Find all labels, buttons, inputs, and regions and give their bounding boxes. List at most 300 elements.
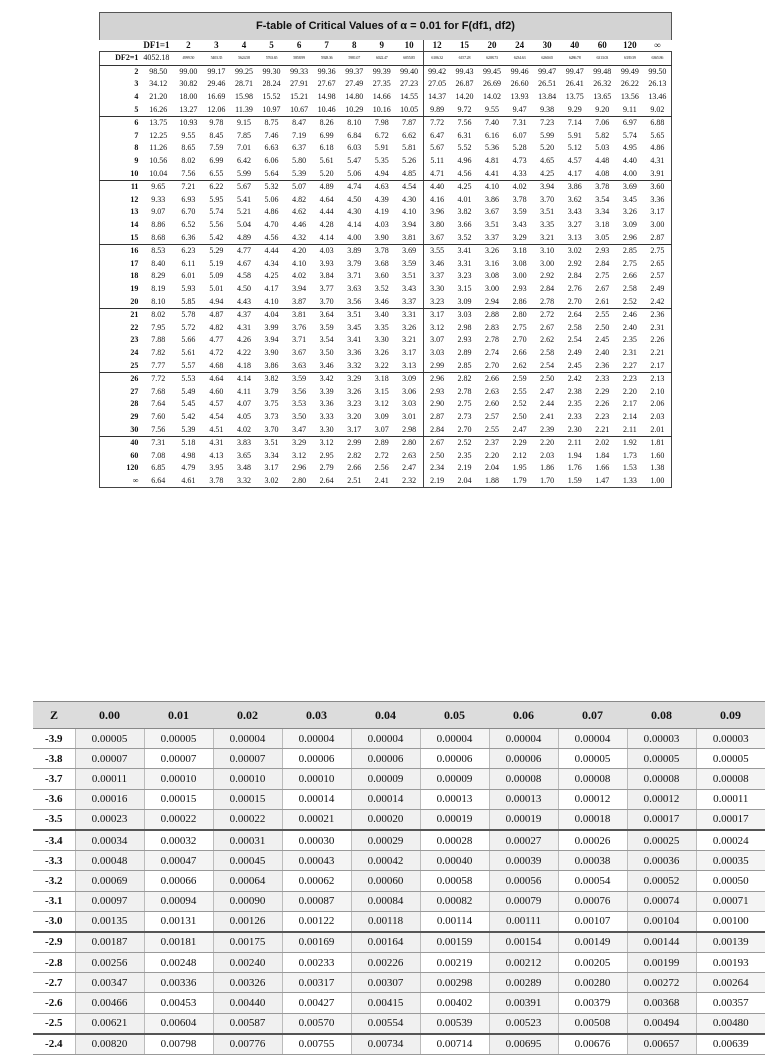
f-value-cell: 3.43	[567, 207, 582, 217]
f-value-cell: 5981.07	[340, 52, 368, 66]
z-probability-cell: 0.00011	[75, 769, 144, 789]
z-probability-cell: 0.00205	[558, 953, 627, 973]
z-probability-cell: 0.00038	[558, 851, 627, 871]
f-value-cell: 3.09	[374, 411, 389, 421]
f-value-cell: 4.02	[292, 271, 307, 281]
f-value-cell: 26.32	[593, 79, 612, 89]
f-value-cell: 14.98	[317, 92, 336, 102]
z-probability-cell: 0.00008	[558, 769, 627, 789]
f-value-cell: 2.52	[616, 295, 644, 308]
z-table-row	[33, 953, 765, 973]
z-probability-cell: 0.00326	[213, 973, 282, 993]
z-probability-cell: 0.00508	[558, 1013, 627, 1034]
z-probability-cell: 0.00008	[627, 769, 696, 789]
z-probability-cell: 0.00010	[213, 769, 282, 789]
f-value-cell: 3.17	[264, 463, 279, 473]
z-probability-cell: 0.00045	[213, 851, 282, 871]
z-probability-cell: 0.00016	[75, 789, 144, 809]
df2-row-label: 11	[100, 180, 143, 193]
df2-row-label: 17	[100, 258, 143, 271]
df1-column-header: 120	[616, 40, 644, 52]
z-probability-cell: 0.00017	[627, 809, 696, 830]
f-value-cell: 3.41	[347, 335, 362, 345]
f-value-cell: 5.65	[644, 130, 672, 143]
f-value-cell: 8.65	[181, 143, 196, 153]
f-value-cell: 4.63	[374, 182, 389, 192]
f-value-cell: 9.38	[533, 103, 561, 116]
f-value-cell: 8.45	[209, 130, 224, 140]
f-value-cell: 10.56	[149, 156, 168, 166]
z-probability-cell: 0.00056	[489, 871, 558, 891]
f-value-cell: 4.11	[237, 386, 251, 396]
z-probability-cell: 0.00135	[75, 911, 144, 932]
f-value-cell: 1.92	[622, 438, 637, 448]
f-value-cell: 3.60	[374, 271, 389, 281]
f-value-cell: 3.26	[402, 322, 417, 332]
f-value-cell: 99.48	[593, 66, 612, 76]
f-value-cell: 2.54	[533, 359, 561, 372]
z-row-label: -3.6	[33, 789, 75, 809]
z-decimal-header: 0.06	[489, 702, 558, 729]
f-value-cell: 2.30	[561, 423, 589, 436]
f-value-cell: 7.56	[142, 423, 174, 436]
f-value-cell: 4.56	[258, 231, 286, 244]
f-value-cell: 6.23	[181, 246, 196, 256]
z-probability-cell: 0.00084	[351, 891, 420, 911]
f-value-cell: 3.64	[319, 310, 334, 320]
z-row-label: -2.4	[33, 1034, 75, 1055]
f-value-cell: 8.86	[151, 220, 166, 230]
z-row-label: -2.5	[33, 1013, 75, 1034]
df2-row-label: 60	[100, 449, 143, 462]
f-value-cell: 5.91	[567, 130, 582, 140]
f-table-row	[100, 231, 672, 244]
z-probability-cell: 0.00079	[489, 891, 558, 911]
f-value-cell: 5.41	[236, 194, 251, 204]
f-value-cell: 5.18	[181, 438, 196, 448]
f-value-cell: 3.26	[622, 207, 637, 217]
f-value-cell: 5.19	[209, 258, 224, 268]
z-row-label: -2.9	[33, 932, 75, 953]
f-value-cell: 3.02	[258, 475, 286, 488]
df2-row-label: 30	[100, 423, 143, 436]
f-value-cell: 4.20	[292, 246, 307, 256]
f-value-cell: 3.34	[595, 207, 610, 217]
z-probability-cell: 0.00695	[489, 1034, 558, 1055]
z-probability-cell: 0.00094	[144, 891, 213, 911]
f-value-cell: 3.30	[313, 423, 341, 436]
f-value-cell: 5.49	[181, 386, 196, 396]
f-value-cell: 4.43	[230, 295, 258, 308]
f-value-cell: 3.21	[402, 335, 417, 345]
f-value-cell: 4.10	[292, 258, 307, 268]
z-probability-cell: 0.00264	[696, 973, 765, 993]
f-value-cell: 26.13	[644, 78, 672, 91]
f-value-cell: 2.87	[423, 411, 451, 424]
f-value-cell: 2.93	[512, 283, 527, 293]
z-table-row	[33, 851, 765, 871]
f-value-cell: 5.56	[209, 220, 224, 230]
z-probability-cell: 0.00523	[489, 1013, 558, 1034]
f-value-cell: 3.71	[292, 335, 307, 345]
f-value-cell: 99.47	[565, 66, 584, 76]
z-table-row	[33, 891, 765, 911]
f-value-cell: 1.88	[478, 475, 506, 488]
z-table-row	[33, 830, 765, 851]
f-value-cell: 6022.47	[368, 52, 396, 66]
f-value-cell: 3.48	[236, 463, 251, 473]
f-value-cell: 3.12	[292, 450, 307, 460]
z-probability-cell: 0.00023	[75, 809, 144, 830]
z-probability-cell: 0.00219	[420, 953, 489, 973]
f-value-cell: 4052.18	[142, 52, 174, 66]
f-table-row	[100, 91, 672, 104]
f-value-cell: 12.25	[149, 130, 168, 140]
f-value-cell: 2.29	[595, 386, 610, 396]
z-decimal-header: 0.07	[558, 702, 627, 729]
z-probability-cell: 0.00029	[351, 830, 420, 851]
z-probability-cell: 0.00018	[558, 809, 627, 830]
f-value-cell: 8.10	[142, 295, 174, 308]
z-probability-cell: 0.00069	[75, 871, 144, 891]
f-value-cell: 7.72	[423, 116, 451, 129]
f-value-cell: 9.72	[451, 103, 479, 116]
f-value-cell: 3.42	[319, 374, 334, 384]
f-value-cell: 3.79	[264, 386, 279, 396]
f-value-cell: 3.47	[285, 423, 313, 436]
f-value-cell: 2.96	[616, 231, 644, 244]
z-probability-cell: 0.00440	[213, 993, 282, 1013]
z-probability-cell: 0.00043	[282, 851, 351, 871]
df2-row-label: 12	[100, 194, 143, 207]
f-value-cell: 2.87	[644, 231, 672, 244]
f-value-cell: 3.45	[622, 194, 637, 204]
f-value-cell: 4.19	[374, 207, 389, 217]
f-value-cell: 99.49	[620, 66, 639, 76]
z-probability-cell: 0.00004	[489, 729, 558, 749]
f-value-cell: 15.21	[290, 92, 309, 102]
f-value-cell: 2.72	[540, 310, 555, 320]
f-value-cell: 3.63	[347, 283, 362, 293]
z-probability-cell: 0.00008	[489, 769, 558, 789]
f-value-cell: 7.01	[236, 143, 251, 153]
f-value-cell: 3.71	[347, 271, 362, 281]
f-value-cell: 2.03	[644, 411, 672, 424]
f-value-cell: 4.44	[264, 246, 279, 256]
f-value-cell: 8.02	[181, 156, 196, 166]
f-value-cell: 2.96	[423, 372, 451, 385]
z-probability-cell: 0.00015	[213, 789, 282, 809]
f-value-cell: 2.14	[622, 411, 637, 421]
z-row-label: -2.7	[33, 973, 75, 993]
f-value-cell: 3.09	[402, 374, 417, 384]
f-value-cell: 2.50	[512, 411, 527, 421]
f-value-cell: 2.36	[589, 359, 617, 372]
f-value-cell: 26.51	[538, 79, 557, 89]
f-table-section	[99, 12, 672, 488]
f-value-cell: 3.46	[313, 359, 341, 372]
z-table-row	[33, 993, 765, 1013]
z-probability-cell: 0.00587	[213, 1013, 282, 1034]
z-probability-cell: 0.00347	[75, 973, 144, 993]
z-probability-cell: 0.00060	[351, 871, 420, 891]
f-value-cell: 8.26	[319, 118, 334, 128]
z-probability-cell: 0.00022	[144, 809, 213, 830]
f-value-cell: 2.72	[374, 450, 389, 460]
f-value-cell: 4.57	[209, 399, 224, 409]
f-table-row	[100, 334, 672, 347]
f-value-cell: 10.67	[285, 103, 313, 116]
z-table-row	[33, 973, 765, 993]
f-value-cell: 1.86	[540, 463, 555, 473]
f-value-cell: 2.99	[347, 438, 362, 448]
f-value-cell: 4.34	[264, 258, 279, 268]
df1-column-header: 40	[561, 40, 589, 52]
f-value-cell: 3.15	[457, 283, 472, 293]
f-value-cell: 3.67	[292, 347, 307, 357]
f-value-cell: 13.93	[510, 92, 529, 102]
f-value-cell: 2.64	[313, 475, 341, 488]
f-value-cell: 3.93	[319, 258, 334, 268]
z-probability-cell: 0.00427	[282, 993, 351, 1013]
f-value-cell: 9.29	[561, 103, 589, 116]
f-value-cell: 3.54	[319, 335, 334, 345]
z-probability-cell: 0.00100	[696, 911, 765, 932]
f-value-cell: 4.37	[236, 310, 251, 320]
f-value-cell: 6365.86	[644, 52, 672, 66]
f-value-cell: 1.73	[622, 450, 637, 460]
z-probability-cell: 0.00012	[558, 789, 627, 809]
z-probability-cell: 0.00087	[282, 891, 351, 911]
f-value-cell: 2.66	[512, 347, 527, 357]
f-value-cell: 4.71	[423, 167, 451, 180]
f-value-cell: 4.41	[478, 167, 506, 180]
f-value-cell: 3.70	[540, 194, 555, 204]
f-value-cell: 2.78	[533, 295, 561, 308]
z-probability-cell: 0.00010	[282, 769, 351, 789]
f-value-cell: 3.07	[368, 423, 396, 436]
f-value-cell: 7.56	[457, 118, 472, 128]
f-value-cell: 4.68	[203, 359, 231, 372]
f-table-row	[100, 359, 672, 372]
f-value-cell: 4.65	[540, 156, 555, 166]
f-value-cell: 3.46	[368, 295, 396, 308]
z-table-row	[33, 1034, 765, 1055]
f-value-cell: 5.11	[423, 155, 451, 168]
f-value-cell: 27.35	[372, 79, 391, 89]
z-table-row	[33, 809, 765, 830]
f-table-row	[100, 308, 672, 321]
f-value-cell: 9.55	[181, 130, 196, 140]
f-value-cell: 3.94	[540, 182, 555, 192]
f-value-cell: 6260.65	[533, 52, 561, 66]
f-value-cell: 5.52	[457, 143, 472, 153]
f-value-cell: 2.49	[567, 347, 582, 357]
z-probability-cell: 0.00036	[627, 851, 696, 871]
f-value-cell: 4.07	[236, 399, 251, 409]
f-value-cell: 2.63	[485, 386, 500, 396]
f-value-cell: 1.60	[644, 449, 672, 462]
z-probability-cell: 0.00005	[75, 729, 144, 749]
f-value-cell: 3.27	[567, 220, 582, 230]
f-value-cell: 4.30	[347, 207, 362, 217]
z-decimal-header: 0.01	[144, 702, 213, 729]
f-value-cell: 3.65	[236, 450, 251, 460]
z-probability-cell: 0.00028	[420, 830, 489, 851]
z-probability-cell: 0.00181	[144, 932, 213, 953]
f-value-cell: 4.64	[209, 374, 224, 384]
f-value-cell: 5928.36	[313, 52, 341, 66]
f-value-cell: 2.19	[457, 463, 472, 473]
f-value-cell: 6.42	[236, 156, 251, 166]
f-value-cell: 3.45	[347, 322, 362, 332]
f-value-cell: 4.14	[236, 374, 251, 384]
f-value-cell: 2.20	[485, 450, 500, 460]
z-probability-cell: 0.00280	[558, 973, 627, 993]
df1-column-header: 7	[313, 40, 341, 52]
f-value-cell: 5.82	[595, 130, 610, 140]
z-probability-cell: 0.00193	[696, 953, 765, 973]
z-table-row	[33, 911, 765, 932]
f-value-cell: 3.68	[374, 258, 389, 268]
z-probability-cell: 0.00004	[420, 729, 489, 749]
z-probability-cell: 0.00026	[558, 830, 627, 851]
f-table-row	[100, 270, 672, 283]
f-value-cell: 3.69	[622, 182, 637, 192]
f-value-cell: 3.70	[313, 295, 341, 308]
f-value-cell: 4.28	[319, 220, 334, 230]
f-value-cell: 3.23	[423, 295, 451, 308]
f-value-cell: 3.78	[595, 182, 610, 192]
z-probability-cell: 0.00126	[213, 911, 282, 932]
z-probability-cell: 0.00248	[144, 953, 213, 973]
f-value-cell: 99.40	[400, 66, 419, 76]
f-value-cell: 4.94	[203, 295, 231, 308]
f-value-cell: 2.19	[423, 475, 451, 488]
f-value-cell: 4.72	[209, 347, 224, 357]
f-value-cell: 6.72	[374, 130, 389, 140]
z-probability-cell: 0.00022	[213, 809, 282, 830]
z-probability-cell: 0.00466	[75, 993, 144, 1013]
f-value-cell: 6.01	[181, 271, 196, 281]
f-value-cell: 2.21	[589, 423, 617, 436]
f-value-cell: 3.35	[374, 322, 389, 332]
z-probability-cell: 0.00317	[282, 973, 351, 993]
f-value-cell: 29.46	[207, 79, 226, 89]
f-value-cell: 3.00	[512, 271, 527, 281]
f-value-cell: 2.45	[595, 335, 610, 345]
f-value-cell: 2.33	[567, 411, 582, 421]
f-value-cell: 13.84	[538, 92, 557, 102]
z-row-label: -3.8	[33, 749, 75, 769]
df2-row-label: 21	[100, 308, 143, 321]
df1-column-header: 6	[285, 40, 313, 52]
f-value-cell: 4.14	[347, 220, 362, 230]
z-probability-cell: 0.00639	[696, 1034, 765, 1055]
f-value-cell: 7.21	[181, 182, 196, 192]
z-table-header-row	[33, 702, 765, 729]
f-value-cell: 3.75	[264, 399, 279, 409]
f-value-cell: 14.80	[345, 92, 364, 102]
f-value-cell: 3.63	[285, 359, 313, 372]
f-value-cell: 3.15	[374, 386, 389, 396]
f-value-cell: 4.08	[589, 167, 617, 180]
z-probability-cell: 0.00298	[420, 973, 489, 993]
f-value-cell: 3.67	[485, 207, 500, 217]
f-value-cell: 4.31	[209, 438, 224, 448]
f-value-cell: 14.02	[483, 92, 502, 102]
f-table-row	[100, 321, 672, 334]
f-value-cell: 16.26	[142, 103, 174, 116]
z-probability-cell: 0.00005	[627, 749, 696, 769]
df2-row-label: 20	[100, 295, 143, 308]
z-probability-cell: 0.00144	[627, 932, 696, 953]
f-value-cell: 3.89	[347, 246, 362, 256]
f-value-cell: 4.25	[264, 271, 279, 281]
f-value-cell: 2.59	[512, 374, 527, 384]
z-probability-cell: 0.00024	[696, 830, 765, 851]
f-value-cell: 2.21	[644, 347, 672, 360]
f-value-cell: 6.93	[181, 194, 196, 204]
f-value-cell: 5624.58	[230, 52, 258, 66]
f-value-cell: 2.12	[512, 450, 527, 460]
f-value-cell: 5.53	[181, 374, 196, 384]
f-value-cell: 99.43	[455, 66, 474, 76]
f-value-cell: 3.82	[457, 207, 472, 217]
f-table-row	[100, 244, 672, 257]
f-value-cell: 3.73	[264, 411, 279, 421]
f-value-cell: 3.95	[209, 463, 224, 473]
df1-column-header: 15	[451, 40, 479, 52]
z-probability-cell: 0.00118	[351, 911, 420, 932]
f-value-cell: 2.62	[506, 359, 534, 372]
f-value-cell: 2.89	[457, 347, 472, 357]
z-table-section	[33, 701, 765, 1055]
z-probability-cell: 0.00402	[420, 993, 489, 1013]
f-value-cell: 3.94	[292, 283, 307, 293]
f-value-cell: 3.21	[533, 231, 561, 244]
f-value-cell: 4.31	[644, 155, 672, 168]
f-value-cell: 8.68	[142, 231, 174, 244]
f-value-cell: 4.00	[340, 231, 368, 244]
f-value-cell: 4.02	[230, 423, 258, 436]
f-value-cell: 3.78	[512, 194, 527, 204]
f-value-cell: 2.50	[595, 322, 610, 332]
f-value-cell: 3.78	[374, 246, 389, 256]
z-probability-cell: 0.00240	[213, 953, 282, 973]
f-value-cell: 3.09	[622, 220, 637, 230]
f-value-cell: 3.36	[644, 194, 672, 207]
f-value-cell: 3.33	[319, 411, 334, 421]
f-table-row	[100, 180, 672, 193]
f-value-cell: 4.00	[616, 167, 644, 180]
f-value-cell: 1.38	[644, 462, 672, 475]
f-value-cell: 5.74	[209, 207, 224, 217]
z-probability-cell: 0.00076	[558, 891, 627, 911]
f-value-cell: 3.51	[347, 310, 362, 320]
f-value-cell: 3.50	[292, 411, 307, 421]
f-value-cell: 2.65	[644, 258, 672, 271]
f-value-cell: 3.12	[374, 399, 389, 409]
z-probability-cell: 0.00021	[282, 809, 351, 830]
f-value-cell: 99.30	[262, 66, 281, 76]
f-value-cell: 2.75	[644, 244, 672, 257]
f-value-cell: 4.03	[319, 246, 334, 256]
f-value-cell: 3.69	[402, 246, 417, 256]
f-value-cell: 2.99	[423, 359, 451, 372]
f-value-cell: 4.10	[402, 207, 417, 217]
f-value-cell: 2.34	[423, 462, 451, 475]
